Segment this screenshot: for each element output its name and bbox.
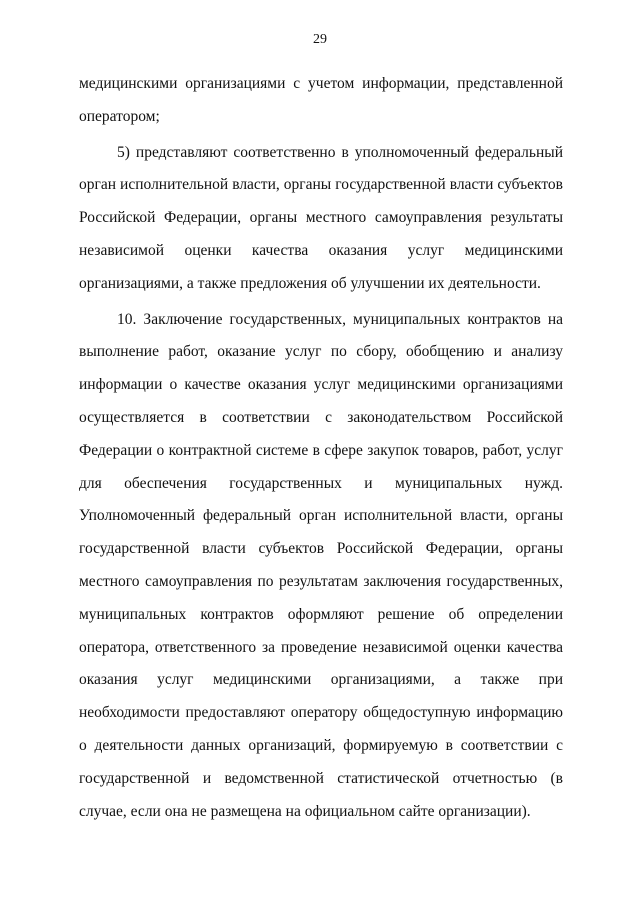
paragraph-item-5: 5) представляют соответственно в уполномоченный федеральный орган исполнительной власти, органы государственной власти субъектов Российской Федерации, органы местного самоуправления результаты независимой оценки качества оказания услуг медицинскими организациями, а также предложения об улучшении их деятельности.	[79, 143, 563, 292]
paragraph-clause-10: 10. Заключение государственных, муниципальных контрактов на выполнение работ, оказание услуг по сбору, обобщению и анализу информации о качестве оказания услуг медицинскими организациями осуществляется в соответствии с законодательством Российской Федерации о контрактной системе в сфере закупок товаров, работ, услуг для обеспечения государственных и муниципальных нужд. Уполномоченный федеральный орган исполнительной власти, органы государственной власти субъектов Российской Федерации, органы местного самоуправления по результатам заключения государственных, муниципальных контрактов оформляют решение об определении оператора, ответственного за проведение независимой оценки качества оказания услуг медицинскими организациями, а также при необходимости предоставляют оператору общедоступную информацию о деятельности данных организаций, формируемую в соответствии с государственной и ведомственной статистической отчетностью (в случае, если она не размещена на официальном сайте организации).	[79, 310, 563, 820]
paragraph-continuation: медицинскими организациями с учетом информации, представленной оператором;	[79, 75, 563, 125]
document-body	[79, 68, 563, 828]
page-number: 29	[313, 32, 327, 47]
